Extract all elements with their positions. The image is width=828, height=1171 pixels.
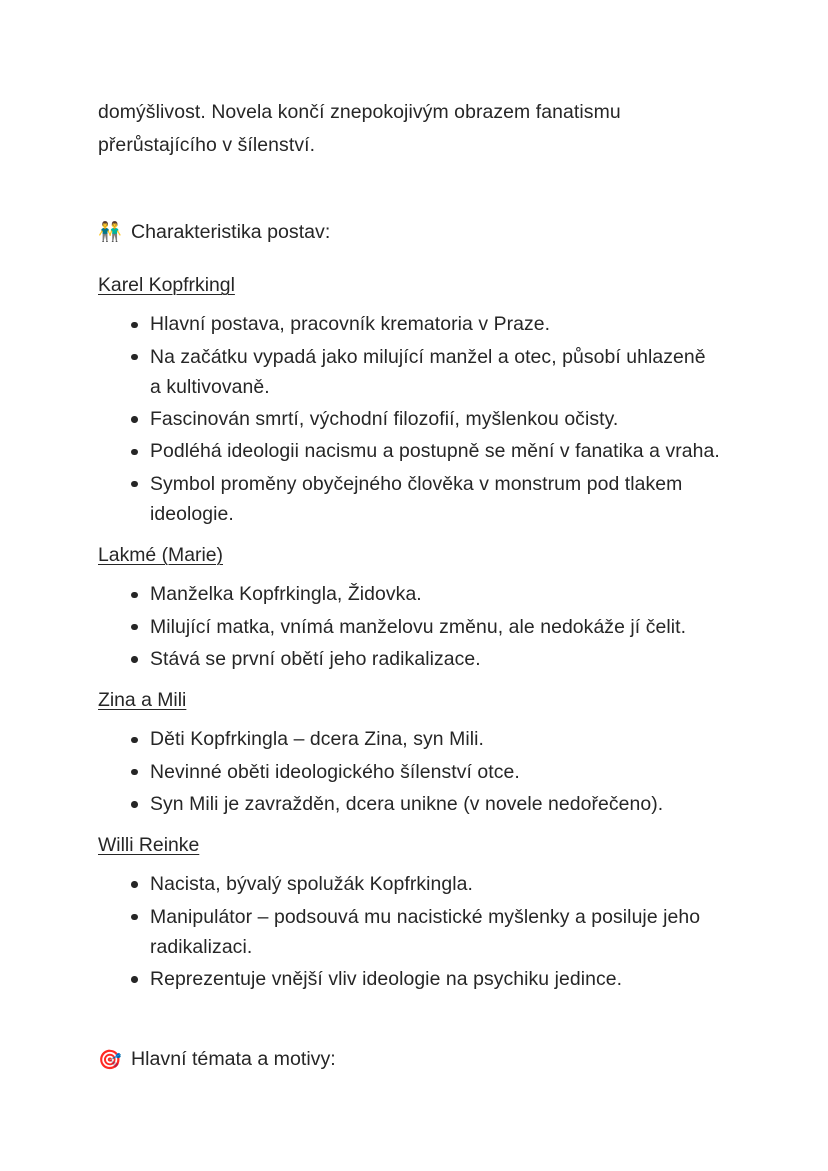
character-name-label: Karel Kopfrkingl — [98, 274, 235, 297]
list-item-text: Fascinován smrtí, východní filozofií, myšlenkou očisty. — [150, 408, 619, 431]
character-bullets-zina-a-mili — [98, 724, 720, 819]
list-item-text: Nacista, bývalý spolužák Kopfrkingla. — [150, 873, 473, 896]
list-item — [98, 404, 720, 434]
list-item — [98, 902, 720, 963]
bullet-dot-icon — [131, 656, 138, 663]
bullet-dot-icon — [131, 354, 138, 361]
list-item-text: Na začátku vypadá jako milující manžel a otec, působí uhlazeně a kultivovaně. — [150, 345, 706, 398]
character-heading-willi-reinke — [98, 832, 720, 859]
bullet-dot-icon — [131, 322, 138, 329]
character-name-label: Willi Reinke — [98, 834, 200, 857]
list-item — [98, 869, 720, 899]
section-heading-characteristics — [98, 219, 720, 246]
list-item — [98, 342, 720, 403]
section-heading-themes-and-motifs — [98, 1046, 720, 1073]
list-item-text: Děti Kopfrkingla – dcera Zina, syn Mili. — [150, 728, 484, 751]
character-bullets-karel-kopfrkingl — [98, 309, 720, 529]
character-heading-zina-a-mili — [98, 687, 720, 714]
character-bullets-willi-reinke — [98, 869, 720, 994]
bullet-dot-icon — [131, 801, 138, 808]
list-item-text: Milující matka, vnímá manželovu změnu, ale nedokáže jí čelit. — [150, 615, 687, 638]
list-item-text: Podléhá ideologii nacismu a postupně se mění v fanatika a vraha. — [150, 440, 720, 463]
list-item — [98, 309, 720, 339]
intro-paragraph: domýšlivost. Novela končí znepokojivým obrazem fanatismu přerůstajícího v šílenství. — [98, 101, 621, 157]
bullet-dot-icon — [131, 881, 138, 888]
character-name-label: Lakmé (Marie) — [98, 544, 223, 567]
list-item — [98, 469, 720, 530]
bullet-dot-icon — [131, 914, 138, 921]
two-men-holding-hands-emoji: 👬 — [98, 221, 122, 243]
direct-hit-target-emoji: 🎯 — [98, 1049, 122, 1071]
list-item — [98, 724, 720, 754]
section-heading-label: Hlavní témata a motivy: — [131, 1048, 336, 1071]
bullet-dot-icon — [131, 481, 138, 488]
bullet-dot-icon — [131, 769, 138, 776]
list-item-text: Reprezentuje vnější vliv ideologie na psychiku jedince. — [150, 968, 623, 991]
list-item — [98, 789, 720, 819]
list-item — [98, 757, 720, 787]
list-item-text: Stává se první obětí jeho radikalizace. — [150, 647, 481, 670]
character-name-label: Zina a Mili — [98, 689, 187, 712]
list-item-text: Manipulátor – podsouvá mu nacistické myšlenky a posiluje jeho radikalizaci. — [150, 905, 701, 958]
list-item-text: Hlavní postava, pracovník krematoria v Praze. — [150, 313, 551, 336]
list-item-text: Manželka Kopfrkingla, Židovka. — [150, 583, 422, 606]
list-item — [98, 644, 720, 674]
list-item — [98, 579, 720, 609]
list-item-text: Nevinné oběti ideologického šílenství otce. — [150, 760, 520, 783]
character-heading-karel-kopfrkingl — [98, 272, 720, 299]
list-item — [98, 612, 720, 642]
bullet-dot-icon — [131, 592, 138, 599]
section-heading-label: Charakteristika postav: — [131, 220, 331, 243]
list-item-text: Symbol proměny obyčejného člověka v monstrum pod tlakem ideologie. — [150, 472, 683, 525]
character-bullets-lakme-marie — [98, 579, 720, 674]
bullet-dot-icon — [131, 416, 138, 423]
bullet-dot-icon — [131, 449, 138, 456]
bullet-dot-icon — [131, 976, 138, 983]
list-item — [98, 436, 720, 466]
list-item — [98, 964, 720, 994]
character-heading-lakme-marie — [98, 542, 720, 569]
list-item-text: Syn Mili je zavražděn, dcera unikne (v novele nedořečeno). — [150, 792, 664, 815]
bullet-dot-icon — [131, 737, 138, 744]
bullet-dot-icon — [131, 624, 138, 631]
